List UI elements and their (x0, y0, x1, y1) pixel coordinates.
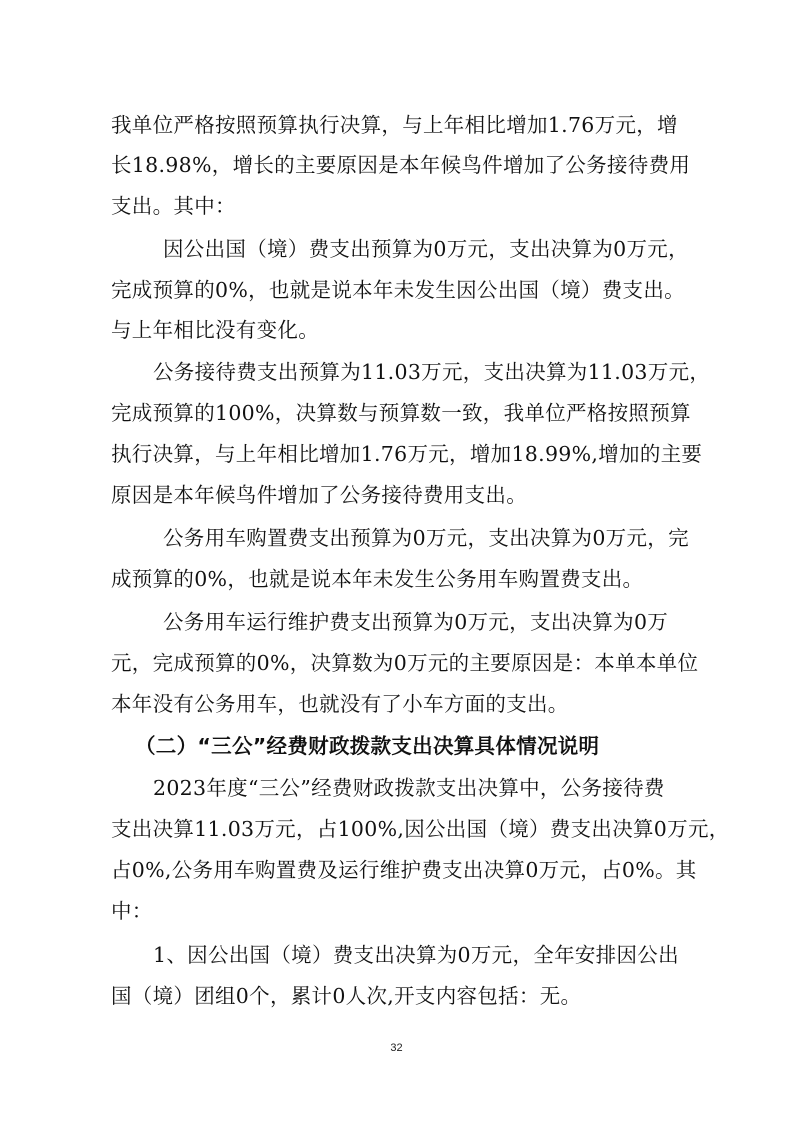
paragraph-line: 我单位严格按照预算执行决算，与上年相比增加1.76万元，增 (111, 113, 678, 137)
paragraph-line: 本年没有公务用车，也就没有了小车方面的支出。 (111, 692, 569, 716)
paragraph-line: 长18.98%，增长的主要原因是本年候鸟件增加了公务接待费用 (111, 153, 691, 177)
paragraph-line: 原因是本年候鸟件增加了公务接待费用支出。 (111, 483, 527, 507)
paragraph-line: 完成预算的100%，决算数与预算数一致，我单位严格按照预算 (111, 401, 691, 425)
paragraph-line: 因公出国（境）费支出预算为0万元，支出决算为0万元， (163, 237, 689, 261)
paragraph-line: 公务接待费支出预算为11.03万元，支出决算为11.03万元， (153, 360, 711, 384)
paragraph-line: 公务用车运行维护费支出预算为0万元，支出决算为0万 (163, 610, 669, 634)
paragraph-line: 执行决算，与上年相比增加1.76万元，增加18.99%,增加的主要 (111, 442, 703, 466)
paragraph-line: 占0%,公务用车购置费及运行维护费支出决算0万元，占0%。其 (111, 858, 697, 882)
paragraph-line: 中： (111, 899, 153, 923)
paragraph-line: 成预算的0%，也就是说本年未发生公务用车购置费支出。 (111, 567, 644, 591)
paragraph-line: 与上年相比没有变化。 (111, 318, 319, 342)
paragraph-line: 国（境）团组0个，累计0人次,开支内容包括：无。 (111, 984, 582, 1008)
paragraph-line: 完成预算的0%，也就是说本年未发生因公出国（境）费支出。 (111, 278, 685, 302)
paragraph-line: 1、因公出国（境）费支出决算为0万元，全年安排因公出 (153, 943, 679, 967)
paragraph-line: 2023年度“三公”经费财政拨款支出决算中，公务接待费 (153, 776, 665, 800)
section-heading: （二）“三公”经费财政拨款支出决算具体情况说明 (135, 734, 600, 758)
page-number: 32 (390, 1042, 403, 1054)
paragraph-line: 支出决算11.03万元，占100%,因公出国（境）费支出决算0万元， (111, 817, 730, 841)
paragraph-line: 元，完成预算的0%，决算数为0万元的主要原因是：本单本单位 (111, 651, 699, 675)
paragraph-line: 支出。其中： (111, 194, 236, 218)
paragraph-line: 公务用车购置费支出预算为0万元，支出决算为0万元，完 (163, 526, 689, 550)
